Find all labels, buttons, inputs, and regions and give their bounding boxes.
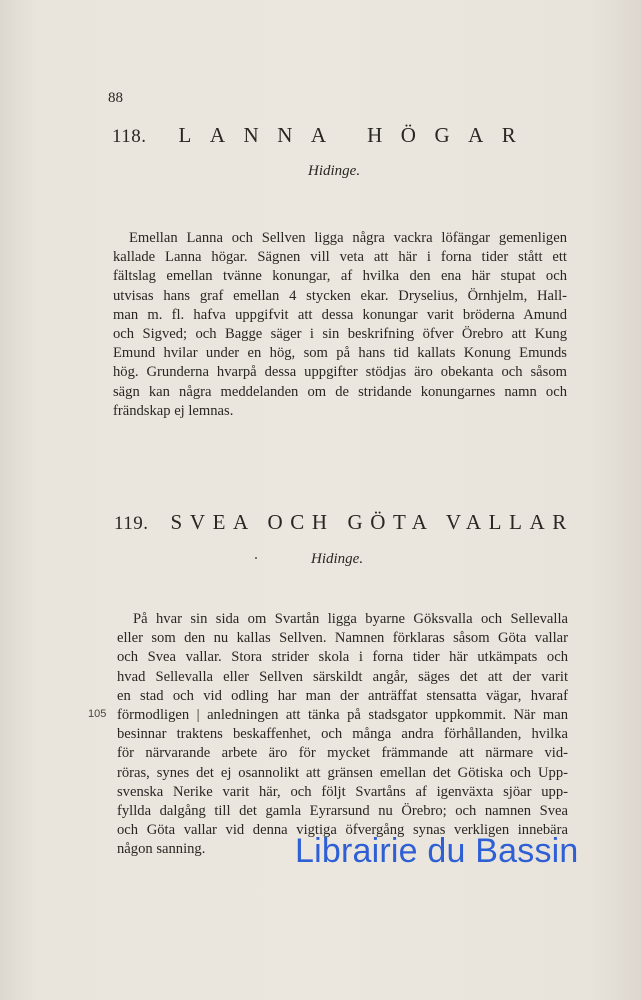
text-line: hög. Grunderna hvarpå dessa uppgifter stödjas äro obekanta och såsom	[113, 364, 567, 381]
text-line: Emund hvilar under en hög, som på hans tid kallats Konung Emunds	[113, 345, 567, 362]
section-number: 119.	[114, 513, 149, 534]
text-line: fyllda dalgång till det gamla Eyrarsund nu Örebro; och namnen Svea	[117, 803, 568, 820]
section-number: 118.	[112, 126, 147, 147]
section-118-place: Hidinge.	[308, 163, 361, 179]
section-118-heading	[112, 125, 534, 146]
text-line: fältslag emellan tvänne konungar, af hvilka den ena här stupat och	[113, 268, 567, 285]
text-line: utvisas hans graf emellan 4 stycken ekar. Dryselius, Örnhjelm, Hall-	[113, 287, 567, 304]
text-line: en stad och vid odling har man der anträffat stensatta vägar, hvaraf	[117, 687, 568, 704]
page-number: 88	[108, 90, 123, 106]
text-line: och Svea vallar. Stora strider skola i forna tider här utkämpats och	[117, 649, 568, 666]
ink-speck	[255, 557, 257, 559]
text-line: och Sigved; och Bagge säger i sin beskrifning öfver Örebro att Kung	[113, 326, 567, 343]
section-title: SVEA OCH GÖTA VALLAR	[170, 510, 574, 534]
section-119-text	[117, 610, 568, 860]
text-line: svenska Nerike varit här, och följt Svartåns af igenväxta sjöar upp-	[117, 783, 568, 800]
watermark: Librairie du Bassin	[295, 832, 579, 870]
text-line: förmodligen | anledningen att tänka på stadsgator uppkommit. När man	[117, 707, 568, 724]
text-line: eller som den nu kallas Sellven. Namnen förklaras såsom Göta vallar	[117, 630, 568, 647]
section-118-text	[113, 229, 567, 421]
text-line: och Göta vallar vid denna vigtiga öfvergång synas verkligen innebära	[117, 822, 568, 839]
text-line: någon sanning.	[117, 841, 206, 858]
section-119-place: Hidinge.	[311, 551, 364, 567]
text-line: Emellan Lanna och Sellven ligga några vackra löfängar gemenligen	[129, 230, 567, 246]
text-line: På hvar sin sida om Svartån ligga byarne Göksvalla och Sellevalla	[133, 611, 568, 627]
text-line: kallade Lanna högar. Sägnen vill veta att här i forna tider stått ett	[113, 249, 567, 266]
text-line: man m. fl. hafva uppgifvit att dessa konungar varit bröderna Amund	[113, 306, 567, 323]
text-line: besinnar traktens beskaffenhet, och många andra förhållanden, hvilka	[117, 726, 568, 743]
section-119-heading	[114, 512, 574, 533]
text-line: röras, synes det ej osannolikt att gränsen emellan det Götiska och Upp-	[117, 764, 568, 781]
section-title: LANNA HÖGAR	[178, 123, 535, 147]
text-line: för närvarande arbete äro för mycket främmande att närmare vid-	[117, 745, 568, 762]
text-line: hvad Sellevalla eller Sellven särskildt angår, säges det att der varit	[117, 668, 568, 685]
text-line: frändskap ej lemnas.	[113, 402, 234, 419]
text-line: sägn kan några meddelanden om de stridande konungarnes namn och	[113, 383, 567, 400]
margin-page-reference: 105	[88, 708, 107, 720]
